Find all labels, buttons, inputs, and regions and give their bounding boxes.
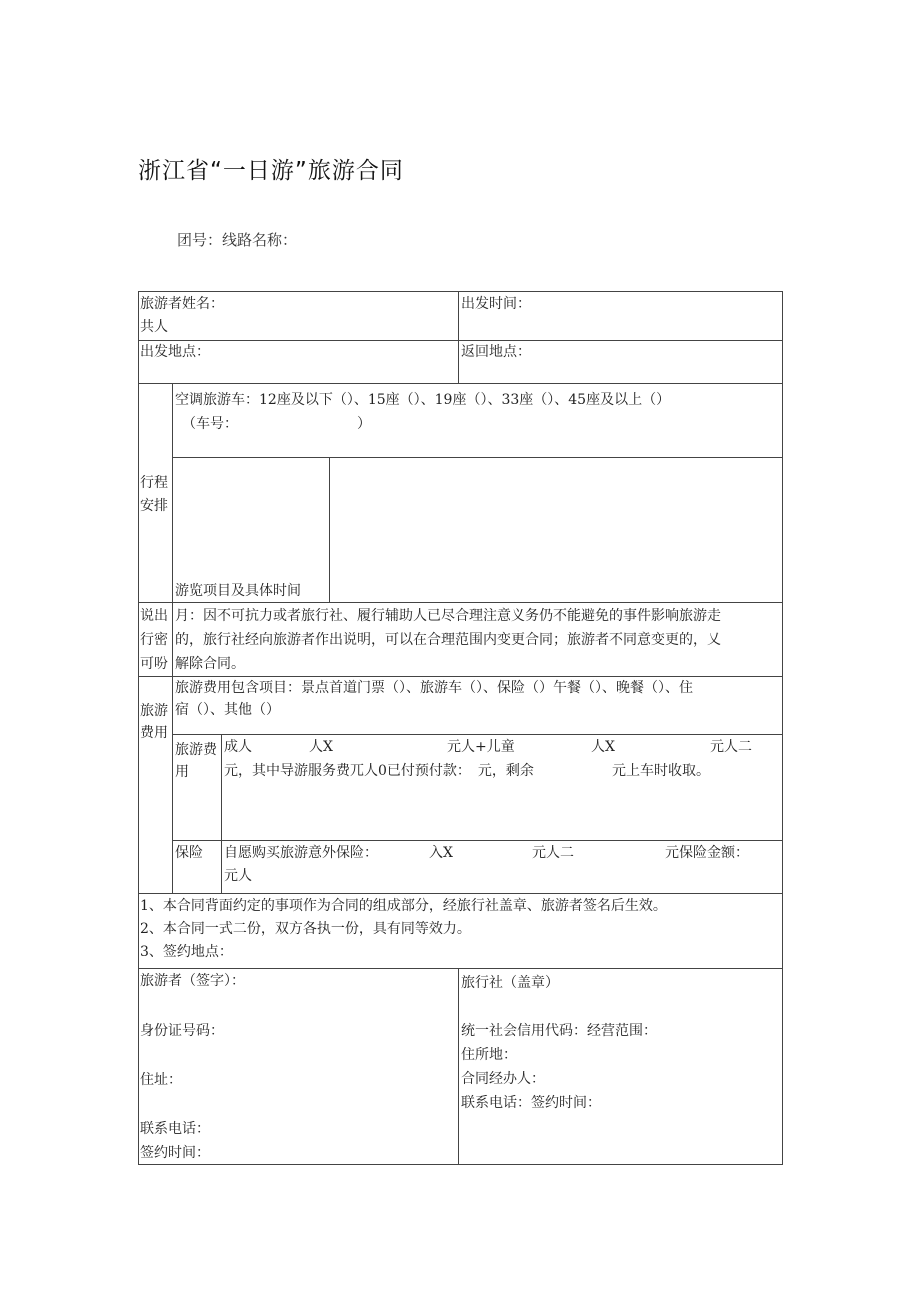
insurance-yuan-eq: 元人二 bbox=[532, 845, 574, 861]
traveler-sign-label: 旅游者（签字）： bbox=[140, 973, 245, 989]
notice-label-2: 行密 bbox=[140, 632, 168, 648]
insurance-person-x: 入X bbox=[429, 845, 453, 861]
col-divider-signature bbox=[458, 969, 459, 1164]
insurance-line-2: 元人 bbox=[224, 868, 252, 884]
notice-line-3: 解除合同。 bbox=[175, 656, 245, 672]
notice-label-1: 说出 bbox=[140, 608, 168, 624]
fee-include-line-2: 宿（）、其他（） bbox=[175, 702, 280, 718]
phone-label: 联系电话： bbox=[140, 1121, 210, 1137]
divider-fee-amount bbox=[172, 840, 782, 841]
fee-line-2: 元，其中导游服务费兀人0已付预付款： 元，剩余 bbox=[224, 763, 534, 779]
itinerary-label-2: 安排 bbox=[140, 498, 168, 514]
handler-label: 合同经办人： bbox=[461, 1071, 545, 1087]
id-number-label: 身份证号码： bbox=[140, 1023, 224, 1039]
bus-seat-options: 空调旅游车：12座及以下（）、15座（）、19座（）、33座（）、45座及以上（） bbox=[175, 392, 671, 408]
row-divider-fees bbox=[139, 893, 782, 894]
col-divider-itinerary-label bbox=[172, 384, 173, 602]
col-divider-notice bbox=[172, 603, 173, 676]
fees-label-2: 费用 bbox=[140, 725, 168, 741]
col-divider-top bbox=[458, 292, 459, 383]
insurance-label: 保险 bbox=[175, 845, 203, 861]
traveler-count-label: 共人 bbox=[140, 319, 168, 335]
fee-person-x-1: 人X bbox=[309, 739, 333, 755]
term-3: 3、签约地点： bbox=[140, 944, 233, 960]
group-route-line: 团号：线路名称： bbox=[177, 231, 298, 249]
col-divider-fees-label bbox=[172, 677, 173, 893]
depart-time-label: 出发时间： bbox=[461, 296, 531, 312]
agency-phone-time-label: 联系电话：签约时间： bbox=[461, 1095, 601, 1111]
fee-yuan-child: 元人+儿童 bbox=[447, 739, 515, 755]
address-label: 住址： bbox=[140, 1072, 182, 1088]
items-time-label: 游览项目及具体时间 bbox=[175, 583, 301, 599]
return-place-label: 返回地点： bbox=[461, 344, 531, 360]
notice-line-2: 的，旅行社经向旅游者作出说明，可以在合理范围内变更合同；旅游者不同意变更的，乂 bbox=[175, 632, 721, 648]
col-divider-itinerary-items bbox=[329, 458, 330, 602]
credit-code-label: 统一社会信用代码：经营范围： bbox=[461, 1023, 657, 1039]
col-divider-fees-sub bbox=[221, 735, 222, 893]
itinerary-label-1: 行程 bbox=[140, 475, 168, 491]
notice-line-1: 月：因不可抗力或者旅行社、履行辅助人已尽合理注意义务仍不能避免的事件影响旅游走 bbox=[175, 608, 721, 624]
residence-label: 住所地： bbox=[461, 1047, 517, 1063]
fee-sub-label-1: 旅游费 bbox=[175, 742, 217, 758]
fee-include-line-1: 旅游费用包含项目：景点首道门票（）、旅游车（）、保险（）午餐（）、晚餐（）、住 bbox=[175, 680, 693, 696]
row-divider-location bbox=[139, 383, 782, 384]
fees-label-1: 旅游 bbox=[140, 703, 168, 719]
fee-person-x-2: 人X bbox=[591, 739, 615, 755]
fee-adult: 成人 bbox=[224, 739, 252, 755]
fee-balance: 元上车时收取。 bbox=[612, 763, 710, 779]
fee-sub-label-2: 用 bbox=[175, 764, 189, 780]
insurance-text: 自愿购买旅游意外保险： bbox=[224, 845, 378, 861]
agency-seal-label: 旅行社（盖章） bbox=[461, 975, 559, 991]
plate-number-line: （车号： ） bbox=[182, 416, 371, 432]
divider-bus bbox=[172, 457, 782, 458]
term-1: 1、本合同背面约定的事项作为合同的组成部分，经旅行社盖章、旅游者签名后生效。 bbox=[140, 898, 667, 914]
traveler-name-label: 旅游者姓名： bbox=[140, 296, 224, 312]
divider-fee-include bbox=[172, 734, 782, 735]
fee-yuan-eq: 元人二 bbox=[710, 739, 752, 755]
term-2: 2、本合同一式二份，双方各执一份，具有同等效力。 bbox=[140, 921, 471, 937]
page-title: 浙江省“一日游”旅游合同 bbox=[138, 158, 404, 184]
notice-label-3: 可吩 bbox=[140, 656, 168, 672]
depart-place-label: 出发地点： bbox=[140, 344, 210, 360]
sign-time-label: 签约时间： bbox=[140, 1145, 210, 1161]
insurance-amount: 元保险金额： bbox=[665, 845, 749, 861]
row-divider-terms bbox=[139, 968, 782, 969]
